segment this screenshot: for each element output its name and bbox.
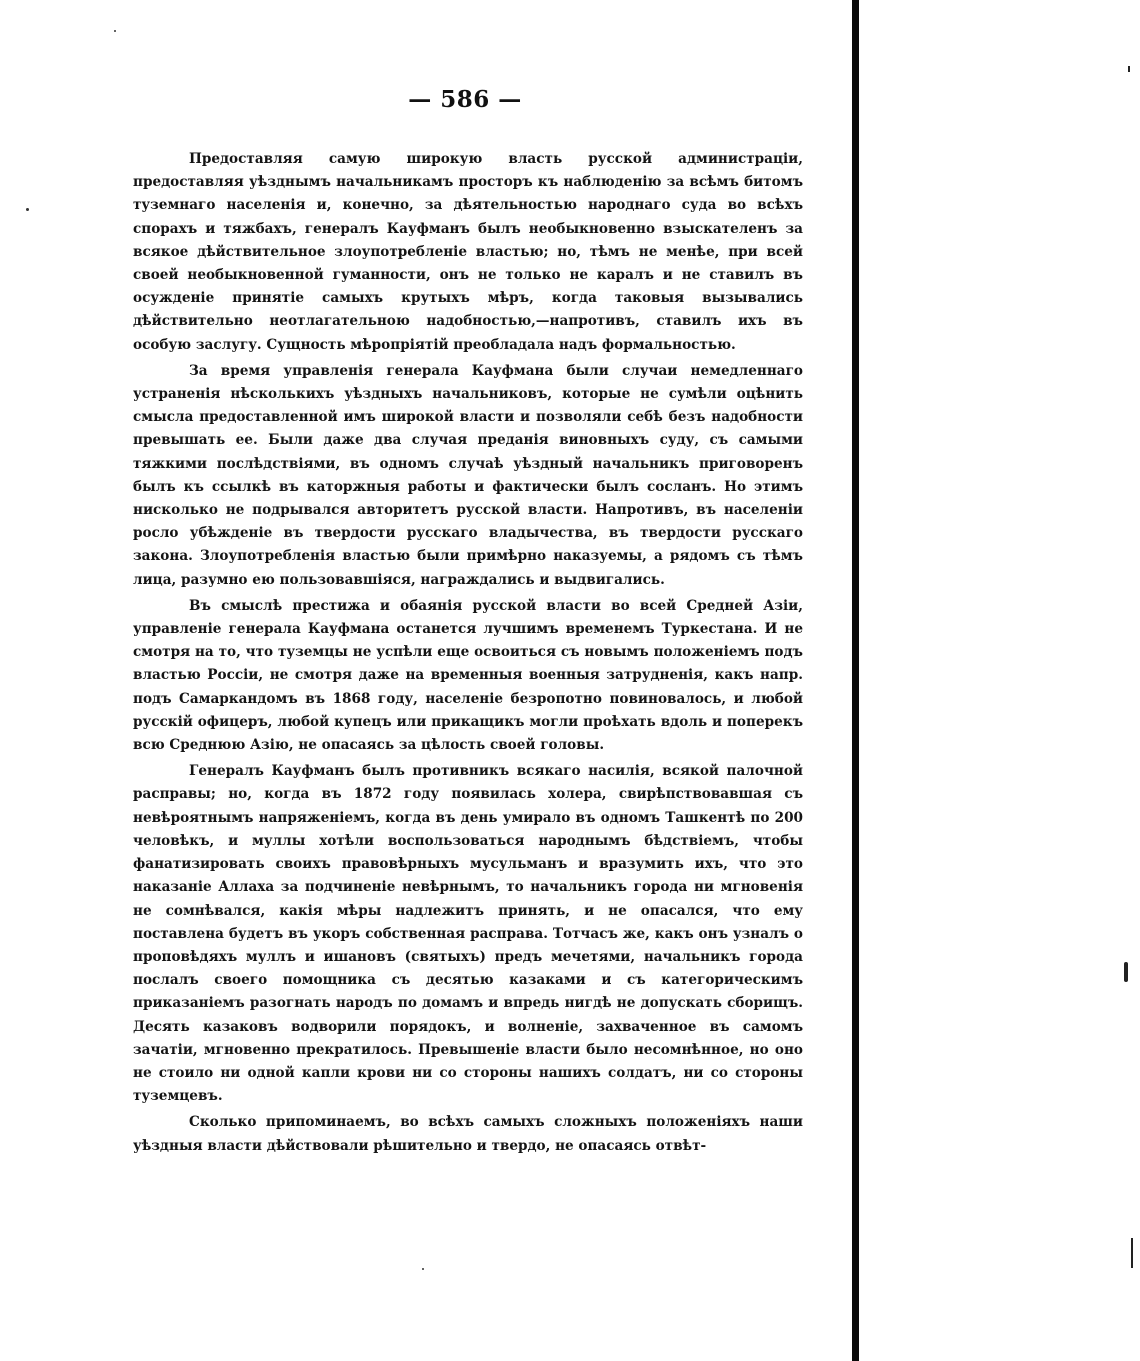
- edge-mark-top: [1128, 66, 1130, 72]
- paragraph-1: Предоставляя самую широкую власть русской администраціи, предоставляя уѣзднымъ начальникамъ просторъ къ наблюденію за всѣмъ битомъ туземнаго населенія и, конечно, за дѣятельностью народнаго суда во всѣхъ спорахъ и тяжбахъ, генералъ Кауфманъ былъ необыкновенно взыскателенъ за всякое дѣйствительное злоупотребленіе властью; но, тѣмъ не менѣе, при всей своей необыкновенной гуманности, онъ не только не каралъ и не ставилъ въ осужденіе принятіе самыхъ крутыхъ мѣръ, когда таковыя вызывались дѣйствительно неотлагательною надобностью,—напротивъ, ставилъ ихъ въ особую заслугу. Сущность мѣропріятій преобладала надъ формальностью.: [133, 151, 803, 353]
- page-number: — 586 —: [408, 86, 522, 113]
- binding-gutter-line: [852, 0, 859, 1361]
- paragraph-2: За время управленія генерала Кауфмана были случаи немедленнаго устраненія нѣсколькихъ уѣздныхъ начальниковъ, которые не сумѣли оцѣнить смысла предоставленной имъ широкой власти и позволяли себѣ безъ надобности превышать ее. Были даже два случая преданія виновныхъ суду, съ самыми тяжкими послѣдствіями, въ одномъ случаѣ уѣздный начальникъ приговоренъ былъ къ ссылкѣ въ каторжныя работы и фактически былъ сосланъ. Но этимъ нисколько не подрывался авторитетъ русской власти. Напротивъ, въ населеніи росло убѣжденіе въ твердости русскаго владычества, въ твердости русскаго закона. Злоупотребленія властью были примѣрно наказуемы, а рядомъ съ тѣмъ лица, разумно ею пользовавшіяся, награждались и выдвигались.: [133, 362, 803, 588]
- paragraph-3: Въ смыслѣ престижа и обаянія русской власти во всей Средней Азіи, управленіе генерала Кауфмана останется лучшимъ временемъ Туркестана. И не смотря на то, что туземцы не успѣли еще освоиться съ новымъ положеніемъ подъ властью Россіи, не смотря даже на временныя военныя затрудненія, какъ напр. подъ Самаркандомъ въ 1868 году, населеніе безропотно повиновалось, и любой русскій офицеръ, любой купецъ или прикащикъ могли проѣхать вдоль и поперекъ всю Среднюю Азію, не опасаясь за цѣлость своей головы.: [133, 597, 803, 754]
- speck-dot: [422, 1268, 424, 1270]
- body-text: [133, 148, 803, 1161]
- speck-dot: [26, 208, 29, 211]
- edge-mark-lower: [1131, 1238, 1133, 1268]
- edge-mark-middle: [1124, 962, 1128, 982]
- paragraph-5: Сколько припоминаемъ, во всѣхъ самыхъ сложныхъ положеніяхъ наши уѣздныя власти дѣйствовали рѣшительно и твердо, не опасаясь отвѣт-: [133, 1114, 803, 1154]
- speck-dot: [114, 30, 116, 32]
- paragraph-4: Генералъ Кауфманъ былъ противникъ всякаго насилія, всякой палочной расправы; но, когда въ 1872 году появилась холера, свирѣпствовавшая съ невѣроятнымъ напряженіемъ, когда въ день умирало въ одномъ Ташкентѣ по 200 человѣкъ, и муллы хотѣли воспользоваться народнымъ бѣдствіемъ, чтобы фанатизировать своихъ правовѣрныхъ мусульманъ и вразумить ихъ, что это наказаніе Аллаха за подчиненіе невѣрнымъ, то начальникъ города ни мгновенія не сомнѣвался, какія мѣры надлежитъ принять, и не опасался, что ему поставлена будетъ въ укоръ собственная расправа. Тотчасъ же, какъ онъ узналъ о проповѣдяхъ муллъ и ишановъ (святыхъ) предъ мечетями, начальникъ города послалъ своего помощника съ десятью казаками и съ категорическимъ приказаніемъ разогнать народъ по домамъ и впредь нигдѣ не допускать сборищъ. Десять казаковъ водворили порядокъ, и волненіе, захваченное въ самомъ зачатіи, мгновенно прекратилось. Превышеніе власти было несомнѣнное, но оно не стоило ни одной капли крови ни со стороны нашихъ солдатъ, ни со стороны туземцевъ.: [133, 763, 803, 1105]
